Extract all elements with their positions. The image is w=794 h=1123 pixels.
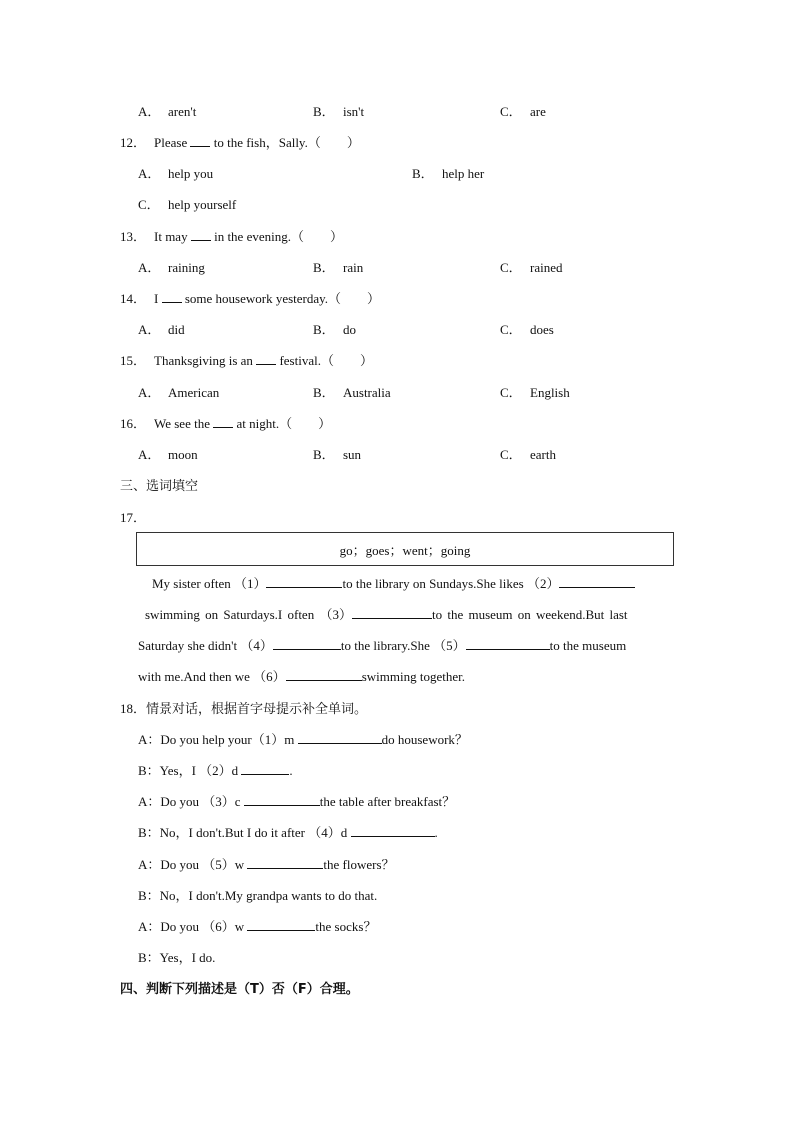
option-label: B．: [313, 447, 335, 462]
dialogue-text: B：No，I don't.But I do it after （4）d: [138, 825, 351, 840]
answer-blank[interactable]: [256, 353, 276, 365]
dialogue-line-1: [138, 732, 468, 748]
passage-text: My sister often （1）: [152, 576, 267, 591]
q16-option-a: [138, 447, 198, 463]
question-13: [120, 229, 343, 245]
dialogue-text: the flowers？: [323, 857, 395, 872]
option-text: rained: [530, 260, 563, 275]
question-15: [120, 353, 373, 369]
question-number: 15．: [120, 353, 147, 368]
option-label: C．: [500, 385, 522, 400]
option-text: help you: [168, 166, 214, 181]
option-text: moon: [168, 447, 198, 462]
q12-option-b: [412, 166, 484, 182]
blank-3[interactable]: [352, 607, 432, 619]
answer-blank[interactable]: [191, 229, 211, 241]
blank-w[interactable]: [247, 857, 323, 869]
dialogue-text: .: [434, 825, 438, 840]
q14-option-b: [313, 322, 356, 338]
option-text: does: [530, 322, 554, 337]
dialogue-line-3: [138, 794, 455, 810]
blank-2[interactable]: [559, 576, 635, 588]
dialogue-text: do housework？: [381, 732, 468, 747]
q16-option-c: [500, 447, 556, 463]
dialogue-line-6: B：No，I don't.My grandpa wants to do that.: [138, 888, 378, 903]
option-label: A．: [138, 104, 161, 119]
answer-blank[interactable]: [162, 291, 182, 303]
q13-option-c: [500, 260, 562, 276]
question-number: 13．: [120, 229, 147, 244]
word-bank-box: [136, 532, 674, 566]
q12-option-c: [138, 197, 236, 213]
dialogue-text: A：Do you （5）w: [138, 857, 248, 872]
q11-option-c: [500, 104, 546, 120]
q13-option-a: [138, 260, 205, 276]
q15-option-b: [313, 385, 391, 401]
option-label: C．: [500, 322, 522, 337]
dialogue-text: A：Do you （6）w: [138, 919, 248, 934]
blank-w2[interactable]: [247, 919, 315, 931]
blank-6[interactable]: [286, 669, 362, 681]
question-text: 18．情景对话，根据首字母提示补全单词。: [120, 701, 368, 716]
option-label: B．: [313, 322, 335, 337]
section-4-heading: 四、判断下列描述是（T）否（F）合理。: [120, 982, 359, 997]
option-label: B．: [313, 260, 335, 275]
dialogue-text: the table after breakfast？: [319, 794, 456, 809]
option-label: C．: [500, 104, 522, 119]
option-text: do: [343, 322, 356, 337]
q15-option-c: [500, 385, 570, 401]
question-text: It may: [154, 229, 191, 244]
blank-1[interactable]: [266, 576, 342, 588]
dialogue-text: A：Do you （3）c: [138, 794, 244, 809]
option-text: isn't: [343, 104, 365, 119]
q14-option-c: [500, 322, 554, 338]
option-text: raining: [168, 260, 205, 275]
question-text: Please: [154, 135, 191, 150]
q13-option-b: [313, 260, 363, 276]
option-label: A．: [138, 260, 161, 275]
blank-5[interactable]: [466, 638, 550, 650]
dialogue-line-2: [138, 763, 293, 779]
dialogue-text: B：Yes，I （2）d: [138, 763, 242, 778]
passage-text: swimming together.: [361, 669, 465, 684]
passage-text: with me.And then we （6）: [138, 669, 286, 684]
answer-blank[interactable]: [190, 135, 210, 147]
option-label: B．: [412, 166, 434, 181]
passage-text: Saturday she didn't （4）: [138, 638, 273, 653]
question-number: 16．: [120, 416, 147, 431]
dialogue-line-7: [138, 919, 376, 935]
q14-option-a: [138, 322, 185, 338]
dialogue-line-4: [138, 825, 438, 841]
dialogue-line-5: [138, 857, 395, 873]
question-number: 12．: [120, 135, 147, 150]
dialogue-line-8: B：Yes，I do.: [138, 950, 216, 965]
section-3-heading: 三、选词填空: [120, 479, 199, 494]
option-label: C．: [500, 447, 522, 462]
passage-text: swimming on Saturdays.I often （3）: [145, 607, 352, 622]
blank-d2[interactable]: [351, 825, 435, 837]
option-text: earth: [530, 447, 556, 462]
passage-line-1: [152, 576, 635, 592]
question-18-title: [120, 701, 367, 717]
option-text: American: [168, 385, 220, 400]
passage-text: to the museum: [549, 638, 627, 653]
q16-option-b: [313, 447, 361, 463]
passage-line-2: [145, 607, 628, 623]
question-12: [120, 135, 360, 151]
option-label: B．: [313, 385, 335, 400]
question-text: festival.（ ）: [276, 353, 373, 368]
option-text: did: [168, 322, 185, 337]
option-label: A．: [138, 166, 161, 181]
blank-m[interactable]: [298, 732, 382, 744]
option-text: are: [530, 104, 546, 119]
question-text: at night.（ ）: [233, 416, 332, 431]
option-text: sun: [343, 447, 362, 462]
option-text: English: [530, 385, 570, 400]
q15-option-a: [138, 385, 219, 401]
option-label: C．: [138, 197, 160, 212]
option-label: A．: [138, 322, 161, 337]
question-number: 14．: [120, 291, 147, 306]
option-label: C．: [500, 260, 522, 275]
option-text: help her: [442, 166, 485, 181]
option-text: aren't: [168, 104, 197, 119]
blank-d[interactable]: [241, 763, 289, 775]
blank-c[interactable]: [244, 794, 320, 806]
option-text: rain: [343, 260, 364, 275]
option-label: A．: [138, 447, 161, 462]
question-17-number: 17．: [120, 510, 147, 525]
q11-option-a: [138, 104, 196, 120]
question-text: in the evening.（ ）: [210, 229, 343, 244]
option-label: B．: [313, 104, 335, 119]
blank-4[interactable]: [273, 638, 341, 650]
answer-blank[interactable]: [213, 416, 233, 428]
passage-text: to the library.She （5）: [340, 638, 466, 653]
passage-line-4: [138, 669, 465, 685]
question-14: [120, 291, 380, 307]
dialogue-text: A：Do you help your（1）m: [138, 732, 298, 747]
option-text: Australia: [343, 385, 391, 400]
dialogue-text: .: [289, 763, 293, 778]
question-text: I: [154, 291, 162, 306]
dialogue-text: the socks？: [315, 919, 377, 934]
question-text: Thanksgiving is an: [154, 353, 257, 368]
word-bank: go；goes；went；going: [339, 542, 471, 558]
passage-line-3: [138, 638, 626, 654]
passage-text: to the library on Sundays.She likes （2）: [342, 576, 560, 591]
question-16: [120, 416, 331, 432]
option-label: A．: [138, 385, 161, 400]
option-text: help yourself: [168, 197, 237, 212]
q12-option-a: [138, 166, 213, 182]
passage-text: to the museum on weekend.But last: [431, 607, 628, 622]
q11-option-b: [313, 104, 364, 120]
question-text: We see the: [154, 416, 214, 431]
question-text: to the fish，Sally.（ ）: [210, 135, 360, 150]
question-text: some housework yesterday.（ ）: [181, 291, 381, 306]
